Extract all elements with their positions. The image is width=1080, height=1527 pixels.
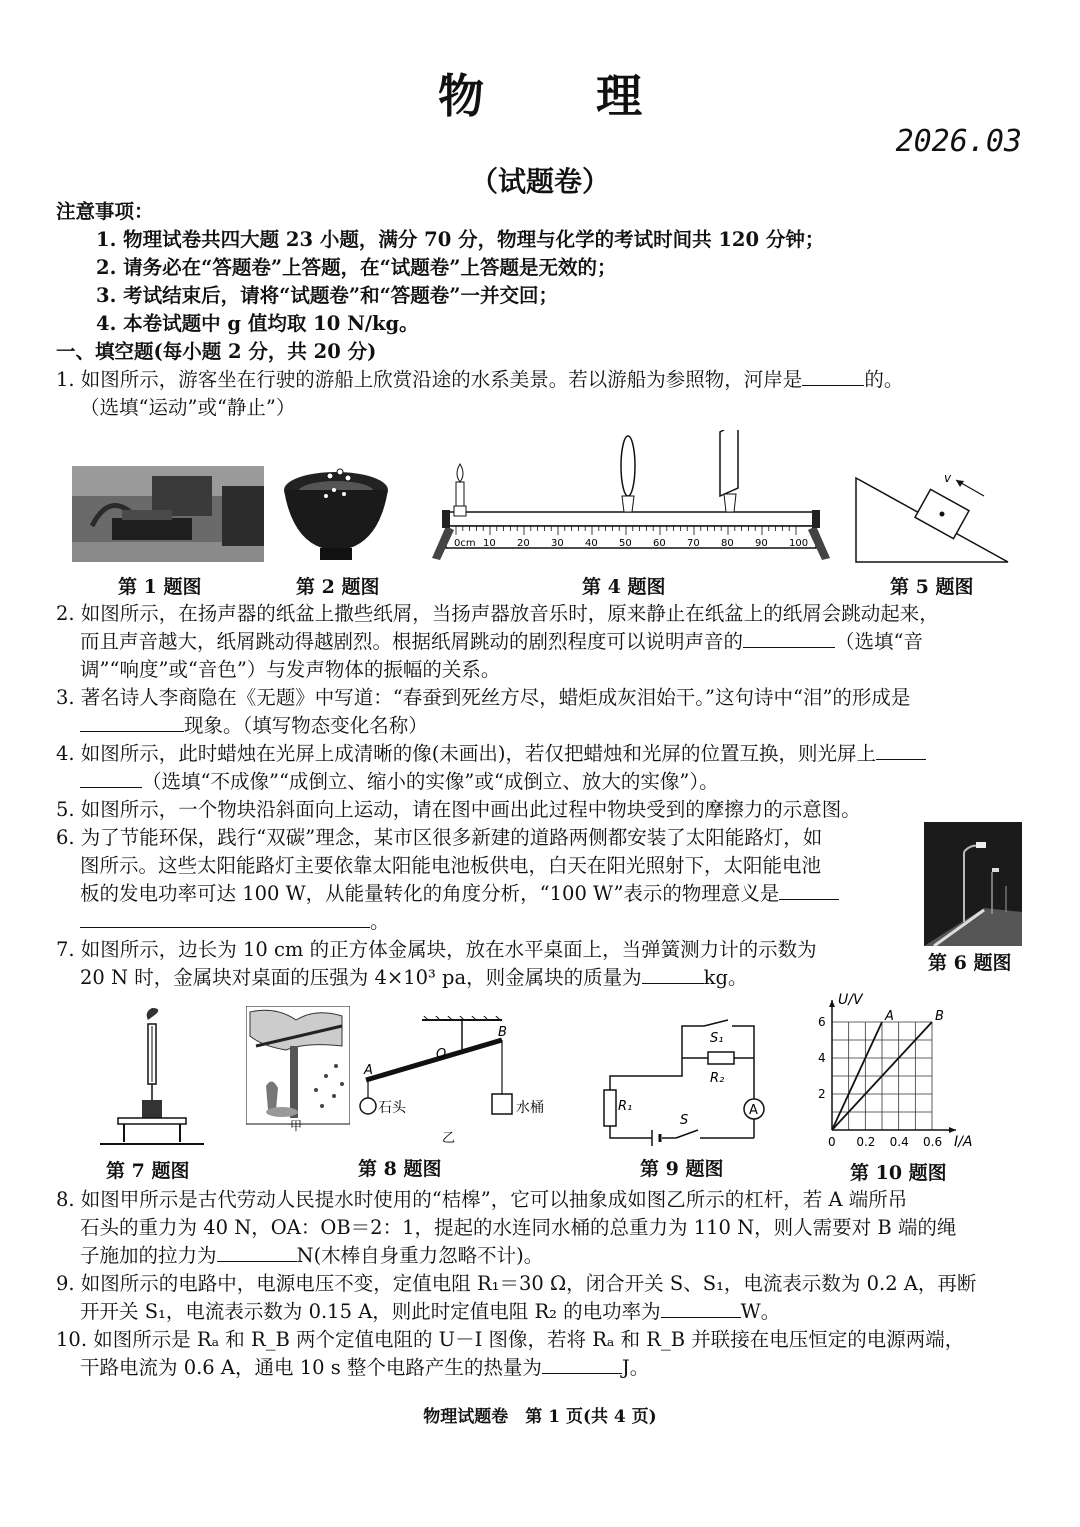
question-4: 4. 如图所示，此时蜡烛在光屏上成清晰的像(未画出)，若仅把蜡烛和光屏的位置互换，则光屏上 <box>56 740 926 768</box>
question-2-line2: 而且声音越大，纸屑跳动得越剧烈。根据纸屑跳动的剧烈程度可以说明声音的 （选填“音 <box>80 630 923 653</box>
question-8-line2: 石头的重力为 40 N，OA：OB＝2：1，提起的水连同水桶的总重力为 110 N，则人需要对 B 端的绳 <box>80 1216 957 1239</box>
fig6-caption: 第 6 题图 <box>928 952 1012 974</box>
fig4-optical-bench <box>432 430 832 570</box>
ruler-tick-label: 20 <box>517 538 530 549</box>
fig1-caption: 第 1 题图 <box>118 576 202 598</box>
answer-blank[interactable] <box>779 881 839 900</box>
question-6-line3: 板的发电功率可达 100 W，从能量转化的角度分析，“100 W”表示的物理意义是 <box>80 880 839 908</box>
fig8-label-stone: 石头 <box>378 1100 406 1116</box>
ruler-tick-label: 0cm <box>454 538 476 549</box>
fig8-jia-illustration <box>246 1006 350 1132</box>
chart-xtick-label: 0.2 <box>856 1135 876 1149</box>
fig9-label-S: S <box>680 1113 689 1128</box>
fig1-boat-photo <box>72 466 264 562</box>
fig2-caption: 第 2 题图 <box>296 576 380 598</box>
chart-x-arrow <box>949 1127 956 1133</box>
answer-blank[interactable] <box>642 965 704 984</box>
question-2-line3: 调”“响度”或“音色”）与发声物体的振幅的关系。 <box>80 658 501 681</box>
note-item: 2. 请务必在“答题卷”上答题，在“试题卷”上答题是无效的； <box>96 256 617 279</box>
question-9: 9. 如图所示的电路中，电源电压不变，定值电阻 R₁＝30 Ω，闭合开关 S、S₁，电流表示数为 0.2 A，再断 <box>56 1272 977 1295</box>
fig8-label-bucket: 水桶 <box>516 1100 544 1116</box>
series-label-A: A <box>885 1009 894 1024</box>
answer-blank[interactable] <box>802 367 864 386</box>
question-1-hint: （选填“运动”或“静止”） <box>80 396 296 419</box>
question-7-line2: 20 N 时，金属块对桌面的压强为 4×10³ pa，则金属块的质量为 kg。 <box>80 966 748 989</box>
fig6-street-lamp-photo <box>924 822 1022 946</box>
fig8-label-A: A <box>364 1063 373 1078</box>
chart-xlabel: I/A <box>954 1134 973 1150</box>
answer-blank[interactable] <box>661 1299 741 1318</box>
chart-tick-labels <box>818 1015 942 1149</box>
question-8: 8. 如图甲所示是古代劳动人民提水时使用的“桔槔”，它可以抽象成如图乙所示的杠杆，若 A 端所吊 <box>56 1188 908 1211</box>
fig2-speaker <box>282 468 390 564</box>
question-6: 6. 为了节能环保，践行“双碳”理念，某市区很多新建的道路两侧都安装了太阳能路灯，如 <box>56 826 823 849</box>
fig9-label-R2: R₂ <box>710 1071 725 1086</box>
velocity-label: v <box>944 471 952 485</box>
chart-xtick-label: 0.4 <box>889 1135 909 1149</box>
note-item: 3. 考试结束后，请将“试题卷”和“答题卷”一并交回； <box>96 284 559 307</box>
fig8-caption: 第 8 题图 <box>358 1158 442 1180</box>
exam-date: 2026.03 <box>895 124 1022 159</box>
answer-blank[interactable] <box>80 909 370 928</box>
ruler-tick-label: 40 <box>585 538 598 549</box>
section-heading: 一、填空题(每小题 2 分，共 20 分) <box>56 340 377 363</box>
answer-blank[interactable] <box>876 741 926 760</box>
ruler-tick-label: 10 <box>483 538 496 549</box>
fig9-label-S1: S₁ <box>710 1031 724 1046</box>
notes-heading: 注意事项： <box>56 200 154 223</box>
question-4-line2: （选填“不成像”“成倒立、缩小的实像”或“成倒立、放大的实像”）。 <box>80 768 719 796</box>
fig7-spring-scale <box>100 1004 204 1152</box>
fig10-ui-chart <box>810 990 990 1150</box>
chart-ytick-label: 4 <box>818 1051 826 1065</box>
question-1: 1. 如图所示，游客坐在行驶的游船上欣赏沿途的水系美景。若以游船为参照物，河岸是 的。 <box>56 368 904 391</box>
answer-blank[interactable] <box>542 1355 622 1374</box>
chart-y-arrow <box>829 1000 835 1007</box>
fig9-circuit <box>596 1018 778 1146</box>
fig8-label-jia: 甲 <box>290 1119 303 1132</box>
answer-blank[interactable] <box>80 769 142 788</box>
question-10: 10. 如图所示是 Rₐ 和 R_B 两个定值电阻的 U－I 图像，若将 Rₐ 和 R_B 并联接在电压恒定的电源两端， <box>56 1328 965 1351</box>
question-6-line4: 。 <box>80 908 390 936</box>
answer-blank[interactable] <box>80 713 184 732</box>
fig10-caption: 第 10 题图 <box>850 1162 947 1184</box>
ruler-tick-label: 90 <box>755 538 768 549</box>
question-7: 7. 如图所示，边长为 10 cm 的正方体金属块，放在水平桌面上，当弹簧测力计的示数为 <box>56 938 817 961</box>
question-8-line3: 子施加的拉力为 N(木棒自身重力忽略不计)。 <box>80 1244 544 1267</box>
question-10-line2: 干路电流为 0.6 A，通电 10 s 整个电路产生的热量为 J。 <box>80 1356 650 1379</box>
fig7-caption: 第 7 题图 <box>106 1160 190 1182</box>
chart-ytick-label: 2 <box>818 1087 826 1101</box>
ruler-tick-label: 30 <box>551 538 564 549</box>
ruler-tick-label: 80 <box>721 538 734 549</box>
answer-blank[interactable] <box>217 1243 297 1262</box>
fig9-caption: 第 9 题图 <box>640 1158 724 1180</box>
question-9-line2: 开开关 S₁，电流表示数为 0.15 A，则此时定值电阻 R₂ 的电功率为 W。 <box>80 1300 781 1323</box>
page-subtitle: （试题卷） <box>469 165 610 198</box>
fig8-yi-lever <box>350 1016 560 1146</box>
question-5: 5. 如图所示，一个物块沿斜面向上运动，请在图中画出此过程中物块受到的摩擦力的示意图。 <box>56 798 861 821</box>
question-3-line2: 现象。（填写物态变化名称） <box>80 712 428 740</box>
fig5-incline <box>852 470 1012 566</box>
question-3: 3. 著名诗人李商隐在《无题》中写道：“春蚕到死丝方尽，蜡炬成灰泪始干。”这句诗中“泪”的形成是 <box>56 686 911 709</box>
question-2: 2. 如图所示，在扬声器的纸盆上撒些纸屑，当扬声器放音乐时，原来静止在纸盆上的纸屑会跳动起来， <box>56 602 939 625</box>
answer-blank[interactable] <box>743 629 835 648</box>
note-item: 4. 本卷试题中 g 值均取 10 N/kg。 <box>96 312 419 335</box>
fig9-label-R1: R₁ <box>618 1099 633 1114</box>
ruler-tick-label: 50 <box>619 538 632 549</box>
ruler-tick-label: 60 <box>653 538 666 549</box>
fig9-ammeter-label: A <box>749 1103 758 1118</box>
page-footer: 物理试题卷 第 1 页(共 4 页) <box>423 1407 657 1427</box>
fig5-caption: 第 5 题图 <box>890 576 974 598</box>
page-title: 物 理 <box>437 69 690 123</box>
question-6-line2: 图所示。这些太阳能路灯主要依靠太阳能电池板供电，白天在阳光照射下，太阳能电池 <box>80 854 822 877</box>
ruler-tick-label: 100 <box>789 538 809 549</box>
chart-xtick-label: 0 <box>828 1135 836 1149</box>
fig8-label-O: O <box>436 1047 447 1062</box>
fig8-label-B: B <box>498 1025 507 1040</box>
note-item: 1. 物理试卷共四大题 23 小题，满分 70 分，物理与化学的考试时间共 120 分钟； <box>96 228 825 251</box>
series-label-B: B <box>935 1009 944 1024</box>
fig8-label-yi: 乙 <box>442 1131 456 1146</box>
fig4-caption: 第 4 题图 <box>582 576 666 598</box>
chart-xtick-label: 0.6 <box>923 1135 943 1149</box>
chart-ylabel: U/V <box>838 992 863 1008</box>
chart-ytick-label: 6 <box>818 1015 826 1029</box>
ruler-tick-label: 70 <box>687 538 700 549</box>
